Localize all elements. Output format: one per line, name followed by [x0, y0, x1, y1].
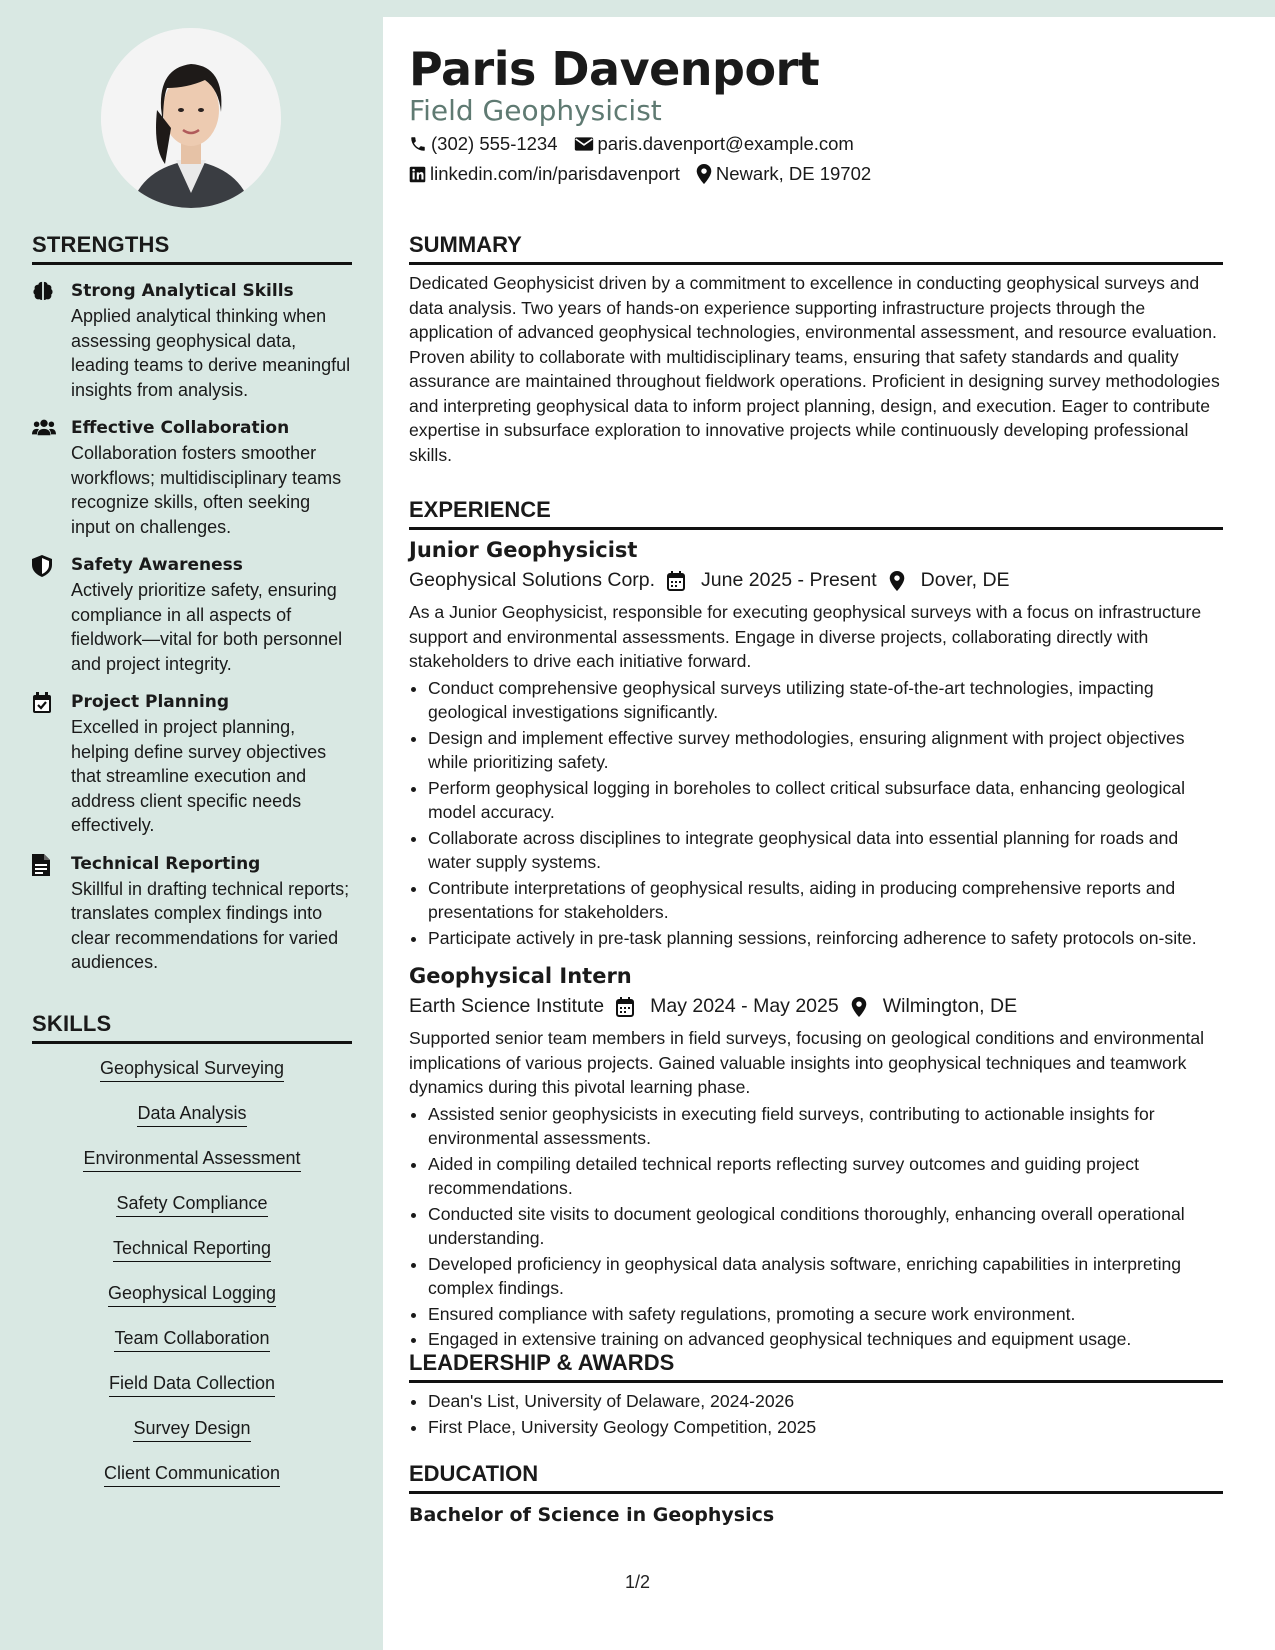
awards-heading: LEADERSHIP & AWARDS: [409, 1350, 1223, 1383]
skill-item: Client Communication: [104, 1463, 280, 1487]
portrait-icon: [101, 28, 281, 208]
awards-section: [409, 1350, 1223, 1440]
skill-item: Environmental Assessment: [83, 1148, 300, 1172]
email-text[interactable]: paris.davenport@example.com: [597, 133, 854, 154]
page-number: 1/2: [625, 1572, 651, 1592]
skill-item: Survey Design: [133, 1418, 250, 1442]
skills-section: [32, 1011, 352, 1508]
job-bullet: • Conducted site visits to document geological conditions thoroughly, enhancing overall operational understanding.: [428, 1202, 1223, 1251]
candidate-name: Paris Davenport: [409, 42, 820, 96]
strength-item: [32, 690, 352, 838]
skill-wrap: [32, 1058, 352, 1103]
job-bullets: [409, 676, 1223, 951]
job-entry: [409, 964, 1223, 1352]
skill-item: Technical Reporting: [113, 1238, 271, 1262]
job-entry: [409, 538, 1223, 950]
skill-item: Data Analysis: [137, 1103, 246, 1127]
calendar-check-icon: [32, 692, 54, 714]
job-company: Geophysical Solutions Corp.: [409, 569, 656, 591]
skill-wrap: [32, 1148, 352, 1193]
job-bullet: • Aided in compiling detailed technical reports reflecting survey outcomes and guiding project recommendations.: [428, 1152, 1223, 1201]
envelope-icon: [574, 135, 594, 153]
experience-heading: EXPERIENCE: [409, 497, 1223, 530]
skill-wrap: [32, 1328, 352, 1373]
job-location: Wilmington, DE: [882, 995, 1018, 1017]
strength-item: [32, 416, 352, 539]
map-pin-icon: [851, 997, 875, 1017]
job-bullet: • Design and implement effective survey methodologies, ensuring alignment with project objectives while prioritizing safety.: [428, 726, 1223, 775]
location-text: Newark, DE 19702: [715, 163, 872, 184]
education-heading: EDUCATION: [409, 1461, 1223, 1494]
strength-desc: Skillful in drafting technical reports; translates complex findings into clear recommendations for varied audiences.: [71, 878, 350, 972]
shield-icon: [32, 555, 54, 577]
map-pin-icon: [889, 571, 913, 591]
brain-icon: [32, 281, 54, 303]
job-meta: [409, 995, 1223, 1018]
phone-icon: [409, 135, 427, 153]
strength-desc: Actively prioritize safety, ensuring compliance in all aspects of fieldwork—vital for both personnel and project integrity.: [71, 580, 343, 674]
summary-section: [409, 232, 1223, 467]
strength-title: Strong Analytical Skills: [71, 281, 294, 301]
degree: Bachelor of Science in Geophysics: [409, 1504, 775, 1526]
linkedin-icon: [409, 166, 426, 183]
calendar-icon: [667, 571, 693, 591]
strength-title: Effective Collaboration: [71, 418, 290, 438]
phone-text: (302) 555-1234: [431, 133, 558, 154]
experience-section: [409, 497, 1223, 1353]
skill-wrap: [32, 1103, 352, 1148]
linkedin-item[interactable]: [409, 163, 680, 185]
strength-title: Technical Reporting: [71, 853, 261, 874]
strength-desc: Collaboration fosters smoother workflows; multidisciplinary teams recognize skills, often seeking input on challenges.: [71, 443, 342, 537]
job-description: Supported senior team members in field surveys, focusing on geological conditions and environmental implications of various projects. Gained valuable insights into geophysical techniques and teamwork dynamics during this pivotal learning phase.: [409, 1028, 1205, 1097]
awards-list: [409, 1389, 1223, 1439]
skill-wrap: [32, 1463, 352, 1508]
strength-title: Project Planning: [71, 692, 230, 712]
skill-wrap: [32, 1193, 352, 1238]
users-icon: [32, 418, 54, 440]
job-bullet: • Developed proficiency in geophysical data analysis software, enriching capabilities in interpreting complex findings.: [428, 1252, 1223, 1301]
summary-text: Dedicated Geophysicist driven by a commitment to excellence in conducting geophysical surveys and data analysis. Two years of hands-on experience supporting infrastructure projects through the application of advanced geophysical technologies, environmental assessment, and resource evaluation. Proven ability to collaborate with multidisciplinary teams, ensuring that safety standards and quality assurance are maintained throughout fieldwork operations. Proficient in designing survey methodologies and interpreting geophysical data to inform project planning, design, and execution. Eager to contribute expertise in subsurface exploration to innovative projects while continuously developing professional skills.: [409, 273, 1220, 465]
award-item: • Dean's List, University of Delaware, 2024-2026: [428, 1389, 1223, 1414]
job-title: Junior Geophysicist: [409, 538, 638, 562]
strength-item: [32, 279, 352, 402]
job-bullet: • Collaborate across disciplines to integrate geophysical data into essential planning for roads and water supply systems.: [428, 826, 1223, 875]
job-dates: May 2024 - May 2025: [650, 995, 839, 1017]
job-bullet: • Ensured compliance with safety regulations, promoting a secure work environment.: [428, 1302, 1223, 1327]
skills-heading: SKILLS: [32, 1011, 352, 1044]
skill-wrap: [32, 1238, 352, 1283]
job-bullet: • Participate actively in pre-task planning sessions, reinforcing adherence to safety protocols on-site.: [428, 926, 1223, 951]
strength-item: [32, 553, 352, 676]
job-location: Dover, DE: [920, 569, 1010, 591]
skill-item: Field Data Collection: [109, 1373, 275, 1397]
strengths-list: [32, 279, 352, 975]
job-meta: [409, 569, 1223, 592]
contact-row-2: [409, 163, 887, 185]
email-item[interactable]: [574, 133, 854, 155]
strengths-heading: STRENGTHS: [32, 232, 352, 265]
skill-item: Geophysical Logging: [108, 1283, 276, 1307]
job-location-item: [889, 569, 1010, 592]
jobs-list: [409, 538, 1223, 1352]
job-bullet: • Conduct comprehensive geophysical surveys utilizing state-of-the-art technologies, impacting geological investigations significantly.: [428, 676, 1223, 725]
strengths-section: [32, 232, 352, 975]
job-title: Field Geophysicist: [409, 94, 662, 127]
linkedin-text[interactable]: linkedin.com/in/parisdavenport: [430, 163, 680, 184]
skill-wrap: [32, 1418, 352, 1463]
job-title: Geophysical Intern: [409, 964, 632, 988]
strength-desc: Excelled in project planning, helping define survey objectives that streamline execution and address client specific needs effectively.: [71, 717, 327, 835]
skill-item: Team Collaboration: [114, 1328, 269, 1352]
calendar-icon: [616, 997, 642, 1017]
job-location-item: [851, 995, 1017, 1018]
education-section: [409, 1461, 1223, 1526]
skill-item: Geophysical Surveying: [100, 1058, 284, 1082]
award-item: • First Place, University Geology Competition, 2025: [428, 1415, 1223, 1440]
job-company: Earth Science Institute: [409, 995, 605, 1017]
sidebar: [0, 0, 383, 1650]
strength-title: Safety Awareness: [71, 555, 243, 575]
location-item: [696, 163, 871, 185]
map-pin-icon: [696, 164, 712, 184]
main-content: [383, 17, 1275, 1650]
job-bullet: • Perform geophysical logging in boreholes to collect critical subsurface data, enhancing geological model accuracy.: [428, 776, 1223, 825]
job-dates-item: [667, 569, 877, 592]
strength-desc: Applied analytical thinking when assessing geophysical data, leading teams to derive meaningful insights from analysis.: [71, 306, 351, 400]
phone-item: [409, 133, 558, 155]
skill-wrap: [32, 1283, 352, 1328]
job-bullet: • Assisted senior geophysicists in executing field surveys, contributing to actionable insights for environmental assessments.: [428, 1102, 1223, 1151]
strength-item: [32, 852, 352, 975]
contact-row-1: [409, 133, 870, 155]
job-dates-item: [616, 995, 839, 1018]
skills-list: [32, 1058, 352, 1508]
skill-wrap: [32, 1373, 352, 1418]
job-bullet: • Engaged in extensive training on advanced geophysical techniques and equipment usage.: [428, 1327, 1223, 1352]
job-dates: June 2025 - Present: [701, 569, 877, 591]
summary-heading: SUMMARY: [409, 232, 1223, 265]
document-icon: [32, 854, 54, 876]
job-bullets: [409, 1102, 1223, 1352]
profile-photo: [101, 28, 281, 208]
job-bullet: • Contribute interpretations of geophysical results, aiding in producing comprehensive reports and presentations for stakeholders.: [428, 876, 1223, 925]
job-description: As a Junior Geophysicist, responsible for executing geophysical surveys with a focus on infrastructure support and environmental assessments. Engage in diverse projects, collaborating directly with stakeholders to drive each initiative forward.: [409, 602, 1202, 671]
skill-item: Safety Compliance: [116, 1193, 267, 1217]
